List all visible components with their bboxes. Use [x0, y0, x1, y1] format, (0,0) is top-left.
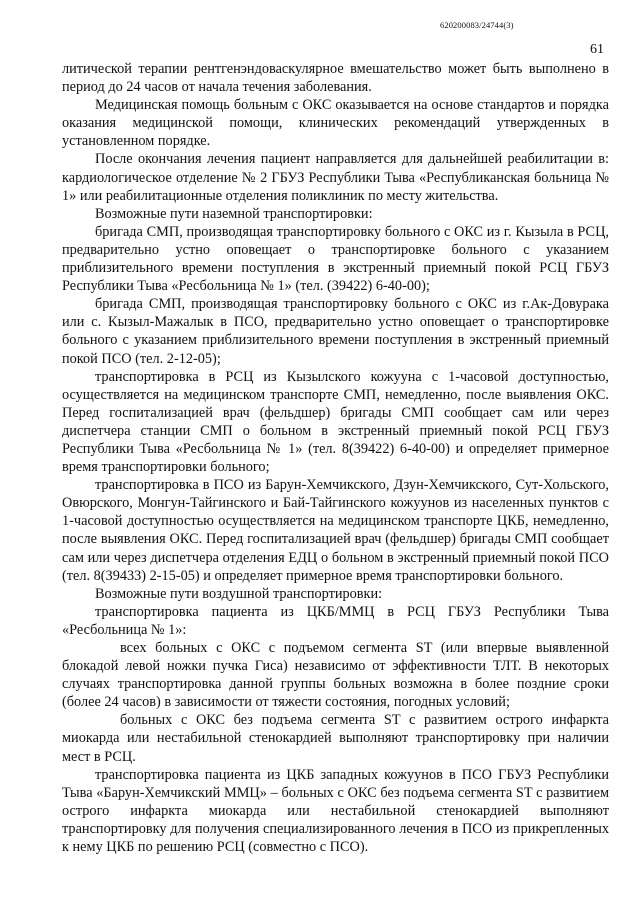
paragraph: Возможные пути наземной транспортировки:	[95, 205, 373, 222]
paragraph: транспортировка в ПСО из Барун-Хемчикского, Дзун-Хемчикского, Сут-Хольского, Овюрского, Монгун-Тайгинского и Бай-Тайгинского кожуунов из населенных пунктов с 1-часовой доступностью осуществляется на медицинском транспорте ЦКБ, немедленно, после выявления ОКС. Перед госпитализацией врач (фельдшер) бригады СМП сообщает сам или через диспетчера отделения ЕДЦ о больном в экстренный приемный покой ПСО (тел. 8(39433) 2-15-05) и определяет примерное время транспортировки больного.	[62, 477, 609, 584]
paragraph: всех больных с ОКС с подъемом сегмента ST (или впервые выявленной блокадой левой ножки пучка Гиса) независимо от эффективности ТЛТ. В некоторых случаях транспортировка данной группы больных возможна в более поздние сроки (более 24 часов) в зависимости от тяжести состояния, погодных условий;	[62, 640, 609, 711]
paragraph: литической терапии рентгенэндоваскулярное вмешательство может быть выполнено в период до 24 часов от начала течения заболевания.	[62, 61, 609, 96]
paragraph: бригада СМП, производящая транспортировку больного с ОКС из г.Ак-Довурака или с. Кызыл-Мажалык в ПСО, предварительно устно оповещает о транспортировке больного с указанием приблизительного времени поступления в экстренный приемный покой ПСО (тел. 2-12-05);	[62, 296, 609, 367]
paragraph: Возможные пути воздушной транспортировки:	[95, 585, 383, 602]
document-id: 620200083/24744(3)	[440, 20, 514, 30]
page-number: 61	[590, 42, 604, 57]
paragraph: бригада СМП, производящая транспортировку больного с ОКС из г. Кызыла в РСЦ, предварительно устно оповещает о транспортировке больного с указанием приблизительного времени поступления в экстренный приемный покой РСЦ ГБУЗ Республики Тыва «Ресбольница № 1» (тел. (39422) 6-40-00);	[62, 223, 609, 295]
document-body	[62, 60, 609, 856]
paragraph: транспортировка пациента из ЦКБ западных кожуунов в ПСО ГБУЗ Республики Тыва «Барун-Хемчикский ММЦ» – больных с ОКС без подъема сегмента ST с развитием острого инфаркта миокарда или нестабильной стенокардией выполняют транспортировку для получения специализированного лечения в ПСО из прикрепленных к нему ЦКБ по решению РСЦ (совместно с ПСО).	[62, 766, 609, 856]
paragraph: После окончания лечения пациент направляется для дальнейшей реабилитации в: кардиологическое отделение № 2 ГБУЗ Республики Тыва «Республиканская больница № 1» или реабилитационные отделения поликлиник по месту жительства.	[62, 151, 609, 204]
paragraph: больных с ОКС без подъема сегмента ST с развитием острого инфаркта миокарда или нестабильной стенокардией выполняют транспортировку при наличии мест в РСЦ.	[62, 712, 609, 765]
paragraph: транспортировка пациента из ЦКБ/ММЦ в РСЦ ГБУЗ Республики Тыва «Ресбольница № 1»:	[62, 603, 609, 638]
paragraph: транспортировка в РСЦ из Кызылского кожууна с 1-часовой доступностью, осуществляется на медицинском транспорте СМП, немедленно, после выявления ОКС. Перед госпитализацией врач (фельдшер) бригады СМП сообщает сам или через диспетчера станции СМП о больном в экстренный приемный покой РСЦ ГБУЗ Республики Тыва «Ресбольница № 1» (тел. 8(39422) 6-40-00) и определяет примерное время транспортировки больного;	[62, 368, 609, 476]
paragraph: Медицинская помощь больным с ОКС оказывается на основе стандартов и порядка оказания медицинской помощи, клинических рекомендаций утвержденных в установленном порядке.	[62, 97, 609, 150]
